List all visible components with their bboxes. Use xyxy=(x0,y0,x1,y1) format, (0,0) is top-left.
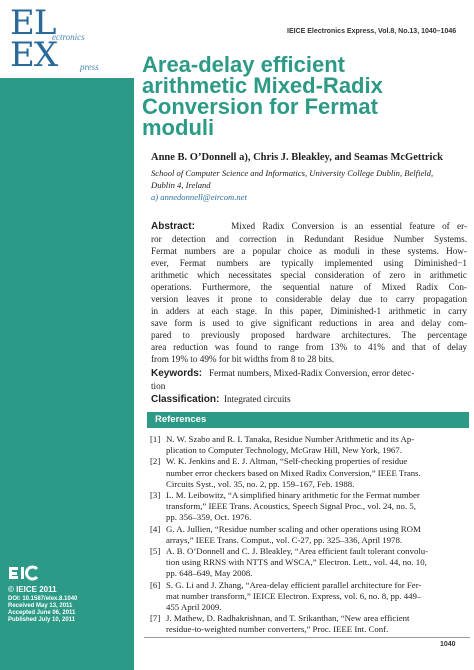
classification xyxy=(151,394,291,405)
reference-item xyxy=(147,524,469,546)
title-line: moduli xyxy=(142,115,215,140)
affiliation xyxy=(151,167,471,191)
reference-line: W. K. Jenkins and E. J. Altman, “Self-checking properties of residue xyxy=(166,456,408,467)
abstract-line: from 19% to 49% for bit widths from 8 to 28 bits. xyxy=(151,354,335,364)
sidebar-band xyxy=(0,78,134,670)
abstract-line: operations. Furthermore, the sequential nature of Mixed Radix Con- xyxy=(151,282,467,292)
paper-title xyxy=(142,54,462,138)
meta-published: Published July 10, 2011 xyxy=(8,617,76,623)
reference-number: [2] xyxy=(150,456,161,467)
keywords-line xyxy=(151,367,467,380)
abstract-line: ror detection and correction in Redundant Residue Number Systems. xyxy=(151,234,467,244)
classification-label: Classification: xyxy=(151,394,220,405)
references-list xyxy=(147,434,469,636)
abstract-line: in adders at each stage. In this paper, Diminished-1 arithmetic in carry xyxy=(151,306,467,316)
abstract-line: ever, Fermat numbers are typically implemented using Diminished−1 xyxy=(151,258,467,268)
reference-line: S. G. Li and J. Zhang, “Area-delay efficient parallel architecture for Fer- xyxy=(166,579,422,590)
reference-line: Circuits Syst., vol. 35, no. 2, pp. 159–167, Feb. 1988. xyxy=(166,478,355,489)
authors: Anne B. O’Donnell a), Chris J. Bleakley, and Seamas McGettrick xyxy=(151,152,443,163)
reference-line: plication to Computer Technology, McGraw Hill, New York, 1967. xyxy=(166,445,402,456)
reference-line: transform,” IEEE Trans. Acoustics, Speech Signal Proc., vol. 24, no. 5, xyxy=(166,501,416,512)
author-email[interactable]: a) annedonnell@eircom.net xyxy=(151,192,247,202)
abstract-line: version leaves it prone to considerable delay due to carry propagation xyxy=(151,294,467,304)
journal-logo-ex: EX xyxy=(10,35,58,75)
abstract-line: arithmetic which necessitates special consideration of zero in arithmetic xyxy=(151,270,467,280)
reference-line: residue-to-weighted number converters,” Proc. IEEE Int. Conf. xyxy=(166,624,389,635)
page-number: 1040 xyxy=(440,641,456,648)
reference-item xyxy=(147,456,469,490)
reference-number: [4] xyxy=(150,523,161,534)
abstract-line: pared to previously proposed hardware architectures. The percentage xyxy=(151,330,467,340)
classification-value: Integrated circuits xyxy=(223,394,291,404)
reference-line: L. M. Leibowitz, “A simplified binary arithmetic for the Fermat number xyxy=(166,490,420,501)
keywords xyxy=(151,367,467,392)
reference-line: J. Mathew, D. Radhakrishnan, and T. Srikanthan, “New area efficient xyxy=(166,613,410,624)
reference-line: G. A. Jullien, “Residue number scaling and other operations using ROM xyxy=(166,523,421,534)
affiliation-line: School of Computer Science and Informatics, University College Dublin, Belfield, xyxy=(151,168,434,178)
keywords-label: Keywords: xyxy=(151,368,203,379)
title-line: arithmetic Mixed-Radix xyxy=(142,73,383,98)
reference-line: pp. 648–649, May 2008. xyxy=(166,568,253,579)
reference-line: N. W. Szabo and R. I. Tanaka, Residue Number Arithmetic and its Ap- xyxy=(166,434,415,444)
reference-item xyxy=(147,546,469,580)
abstract-text: Mixed Radix Conversion is an essential feature of er- xyxy=(231,221,467,231)
keywords-text: Fermat numbers, Mixed-Radix Conversion, error detec- xyxy=(209,368,415,378)
meta-received: Received May 13, 2011 xyxy=(8,603,73,609)
journal-logo-sub2: press xyxy=(80,62,99,72)
abstract xyxy=(151,220,467,365)
meta-doi: DOI: 10.1587/elex.8.1040 xyxy=(8,596,78,602)
reference-line: mat number transform,” IEICE Electron. Express, vol. 6, no. 8, pp. 449– xyxy=(166,590,422,601)
footer-divider xyxy=(144,637,470,638)
affiliation-line: Dublin 4, Ireland xyxy=(151,180,211,190)
abstract-line xyxy=(151,220,467,233)
abstract-label: Abstract: xyxy=(151,221,195,232)
reference-number: [7] xyxy=(150,613,161,624)
reference-number: [3] xyxy=(150,490,161,501)
reference-line: 455 April 2009. xyxy=(166,602,222,613)
reference-number: [5] xyxy=(150,546,161,557)
reference-item xyxy=(147,490,469,524)
reference-line: number error checkers based on Mixed Radix Conversion,” IEEE Trans. xyxy=(166,467,421,478)
journal-logo-sub1: ectronics xyxy=(52,32,85,42)
title-line: Conversion for Fermat xyxy=(142,94,378,119)
reference-number: [1] xyxy=(150,434,161,444)
reference-item xyxy=(147,580,469,614)
reference-line: tion using RRNS with NTTS and WSCA,” Electron. Lett., vol. 44, no. 10, xyxy=(166,557,427,568)
reference-line: A. B. O’Donnell and C. J. Bleakley, “Area efficient fault tolerant convolu- xyxy=(166,546,429,557)
abstract-line: Fermat numbers are a popular choice as moduli in these systems. How- xyxy=(151,246,467,256)
meta-accepted: Accepted June 06, 2011 xyxy=(8,610,76,616)
article-meta xyxy=(8,596,77,624)
reference-number: [6] xyxy=(150,579,161,590)
reference-line: arrays,” IEEE Trans. Comput., vol. C-27, pp. 325–336, April 1978. xyxy=(166,534,403,545)
reference-item xyxy=(147,613,469,635)
eic-logo-icon xyxy=(8,565,40,581)
copyright: © IEICE 2011 xyxy=(8,585,57,594)
keywords-line: tion xyxy=(151,381,166,391)
journal-logo-el: EL xyxy=(10,3,56,43)
abstract-line: save form is used to give significant reductions in area and delay com- xyxy=(151,318,467,328)
abstract-line: area reduction was found to range from 13% to 41% and that of delay xyxy=(151,342,467,352)
journal-header: IEICE Electronics Express, Vol.8, No.13, 1040–1046 xyxy=(287,28,457,35)
reference-line: pp. 356–359, Oct. 1976. xyxy=(166,512,252,523)
reference-item xyxy=(147,434,469,456)
references-header-bar xyxy=(147,412,469,428)
references-header: References xyxy=(155,414,207,425)
title-line: Area-delay efficient xyxy=(142,52,345,77)
